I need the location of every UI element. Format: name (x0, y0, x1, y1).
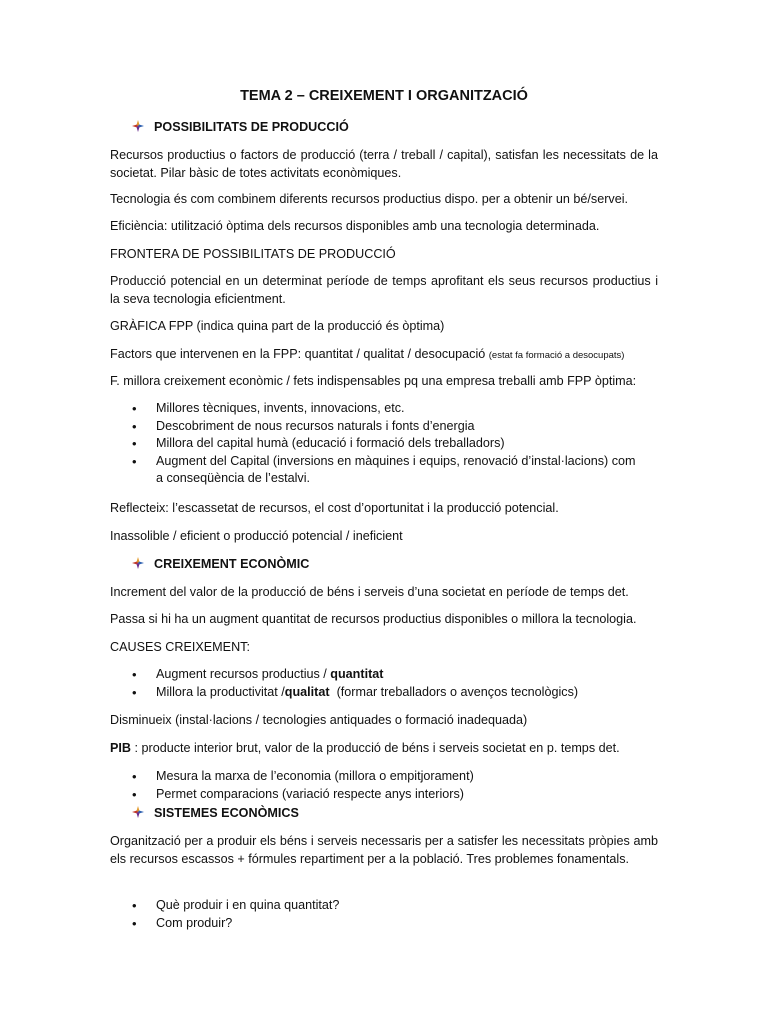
list-item: • Mesura la marxa de l’economia (millora o empitjorament) (110, 768, 658, 786)
paragraph-passa: Passa si hi ha un augment quantitat de recursos productius disponibles o millora la tecnologia. (110, 612, 637, 626)
paragraph-millora: F. millora creixement econòmic / fets indispensables pq una empresa treballi amb FPP òptima: (110, 374, 637, 388)
section-heading-sistemes (132, 805, 680, 823)
cause-text: Augment recursos productius / (156, 667, 331, 681)
section-heading-label: POSSIBILITATS DE PRODUCCIÓ (154, 120, 349, 134)
paragraph-disminueix: Disminueix (instal·lacions / tecnologies antiquades o formació inadequada) (110, 713, 528, 727)
paragraph-pib (110, 740, 658, 758)
bullet-list-millores (110, 400, 658, 488)
list-item (110, 684, 658, 702)
section-heading-creixement (132, 556, 680, 574)
paragraph-eficiencia: Eficiència: utilització òptima dels recursos disponibles amb una tecnologia determinada. (110, 219, 600, 233)
bullet-list-pib (110, 768, 658, 803)
section-bullet-icon (132, 557, 144, 569)
paragraph-organitzacio: Organització per a produir els béns i serveis necessaris per a satisfer les necessitats pròpies amb els recursos escassos + fórmules repartiment per a la població. Tres problemes fonamentals. (110, 834, 658, 866)
list-item: • Permet comparacions (variació respecte anys interiors) (110, 786, 658, 804)
paragraph-frontera: FRONTERA DE POSSIBILITATS DE PRODUCCIÓ (110, 247, 396, 261)
pib-label: PIB (110, 741, 131, 755)
cause-emphasis: qualitat (284, 684, 330, 699)
cause-text: Millora la productivitat / (156, 684, 285, 699)
cause-note: (formar treballadors o avenços tecnològics) (329, 684, 579, 699)
list-item (110, 666, 658, 684)
page-title: TEMA 2 – CREIXEMENT I ORGANITZACIÓ (240, 88, 528, 104)
bullet-list-causes (110, 666, 658, 701)
paragraph-reflecteix: Reflecteix: l’escassetat de recursos, el cost d’oportunitat i la producció potencial. (110, 501, 559, 515)
list-item: • Millores tècniques, invents, innovacions, etc. (110, 400, 658, 418)
factors-note: (estat fa formació a desocupats) (488, 350, 625, 361)
section-bullet-icon (132, 806, 144, 818)
paragraph-factors (110, 346, 658, 365)
paragraph-causes: CAUSES CREIXEMENT: (110, 640, 250, 654)
section-heading-possibilitats (132, 119, 680, 137)
list-item: • Com produir? (110, 915, 658, 933)
list-item: • Millora del capital humà (educació i formació dels treballadors) (110, 435, 658, 453)
paragraph-produccio-potencial: Producció potencial en un determinat període de temps aprofitant els seus recursos productius i la seva tecnologia eficientment. (110, 274, 658, 306)
list-item: • Descobriment de nous recursos naturals i fonts d’energia (110, 418, 658, 436)
list-item: • Augment del Capital (inversions en màquines i equips, renovació d’instal·lacions) com a conseqüència de l’estalvi. (110, 453, 658, 488)
section-heading-label: SISTEMES ECONÒMICS (154, 806, 299, 820)
paragraph-inassolible: Inassolible / eficient o producció potencial / ineficient (110, 529, 403, 543)
bullet-list-problemes (110, 897, 658, 932)
section-bullet-icon (132, 120, 144, 132)
cause-emphasis: quantitat (330, 667, 384, 681)
paragraph-recursos: Recursos productius o factors de producció (terra / treball / capital), satisfan les necessitats de la societat. Pilar bàsic de totes activitats econòmiques. (110, 148, 658, 180)
pib-definition: : producte interior brut, valor de la producció de béns i serveis societat en p. temps det. (131, 741, 620, 755)
paragraph-tecnologia: Tecnologia és com combinem diferents recursos productius dispo. per a obtenir un bé/servei. (110, 192, 629, 206)
section-heading-label: CREIXEMENT ECONÒMIC (154, 557, 310, 571)
paragraph-grafica-fpp: GRÀFICA FPP (indica quina part de la producció és òptima) (110, 319, 445, 333)
paragraph-increment: Increment del valor de la producció de béns i serveis d’una societat en període de temps det. (110, 585, 629, 599)
factors-text: Factors que intervenen en la FPP: quantitat / qualitat / desocupació (110, 347, 489, 361)
list-item: • Què produir i en quina quantitat? (110, 897, 658, 915)
